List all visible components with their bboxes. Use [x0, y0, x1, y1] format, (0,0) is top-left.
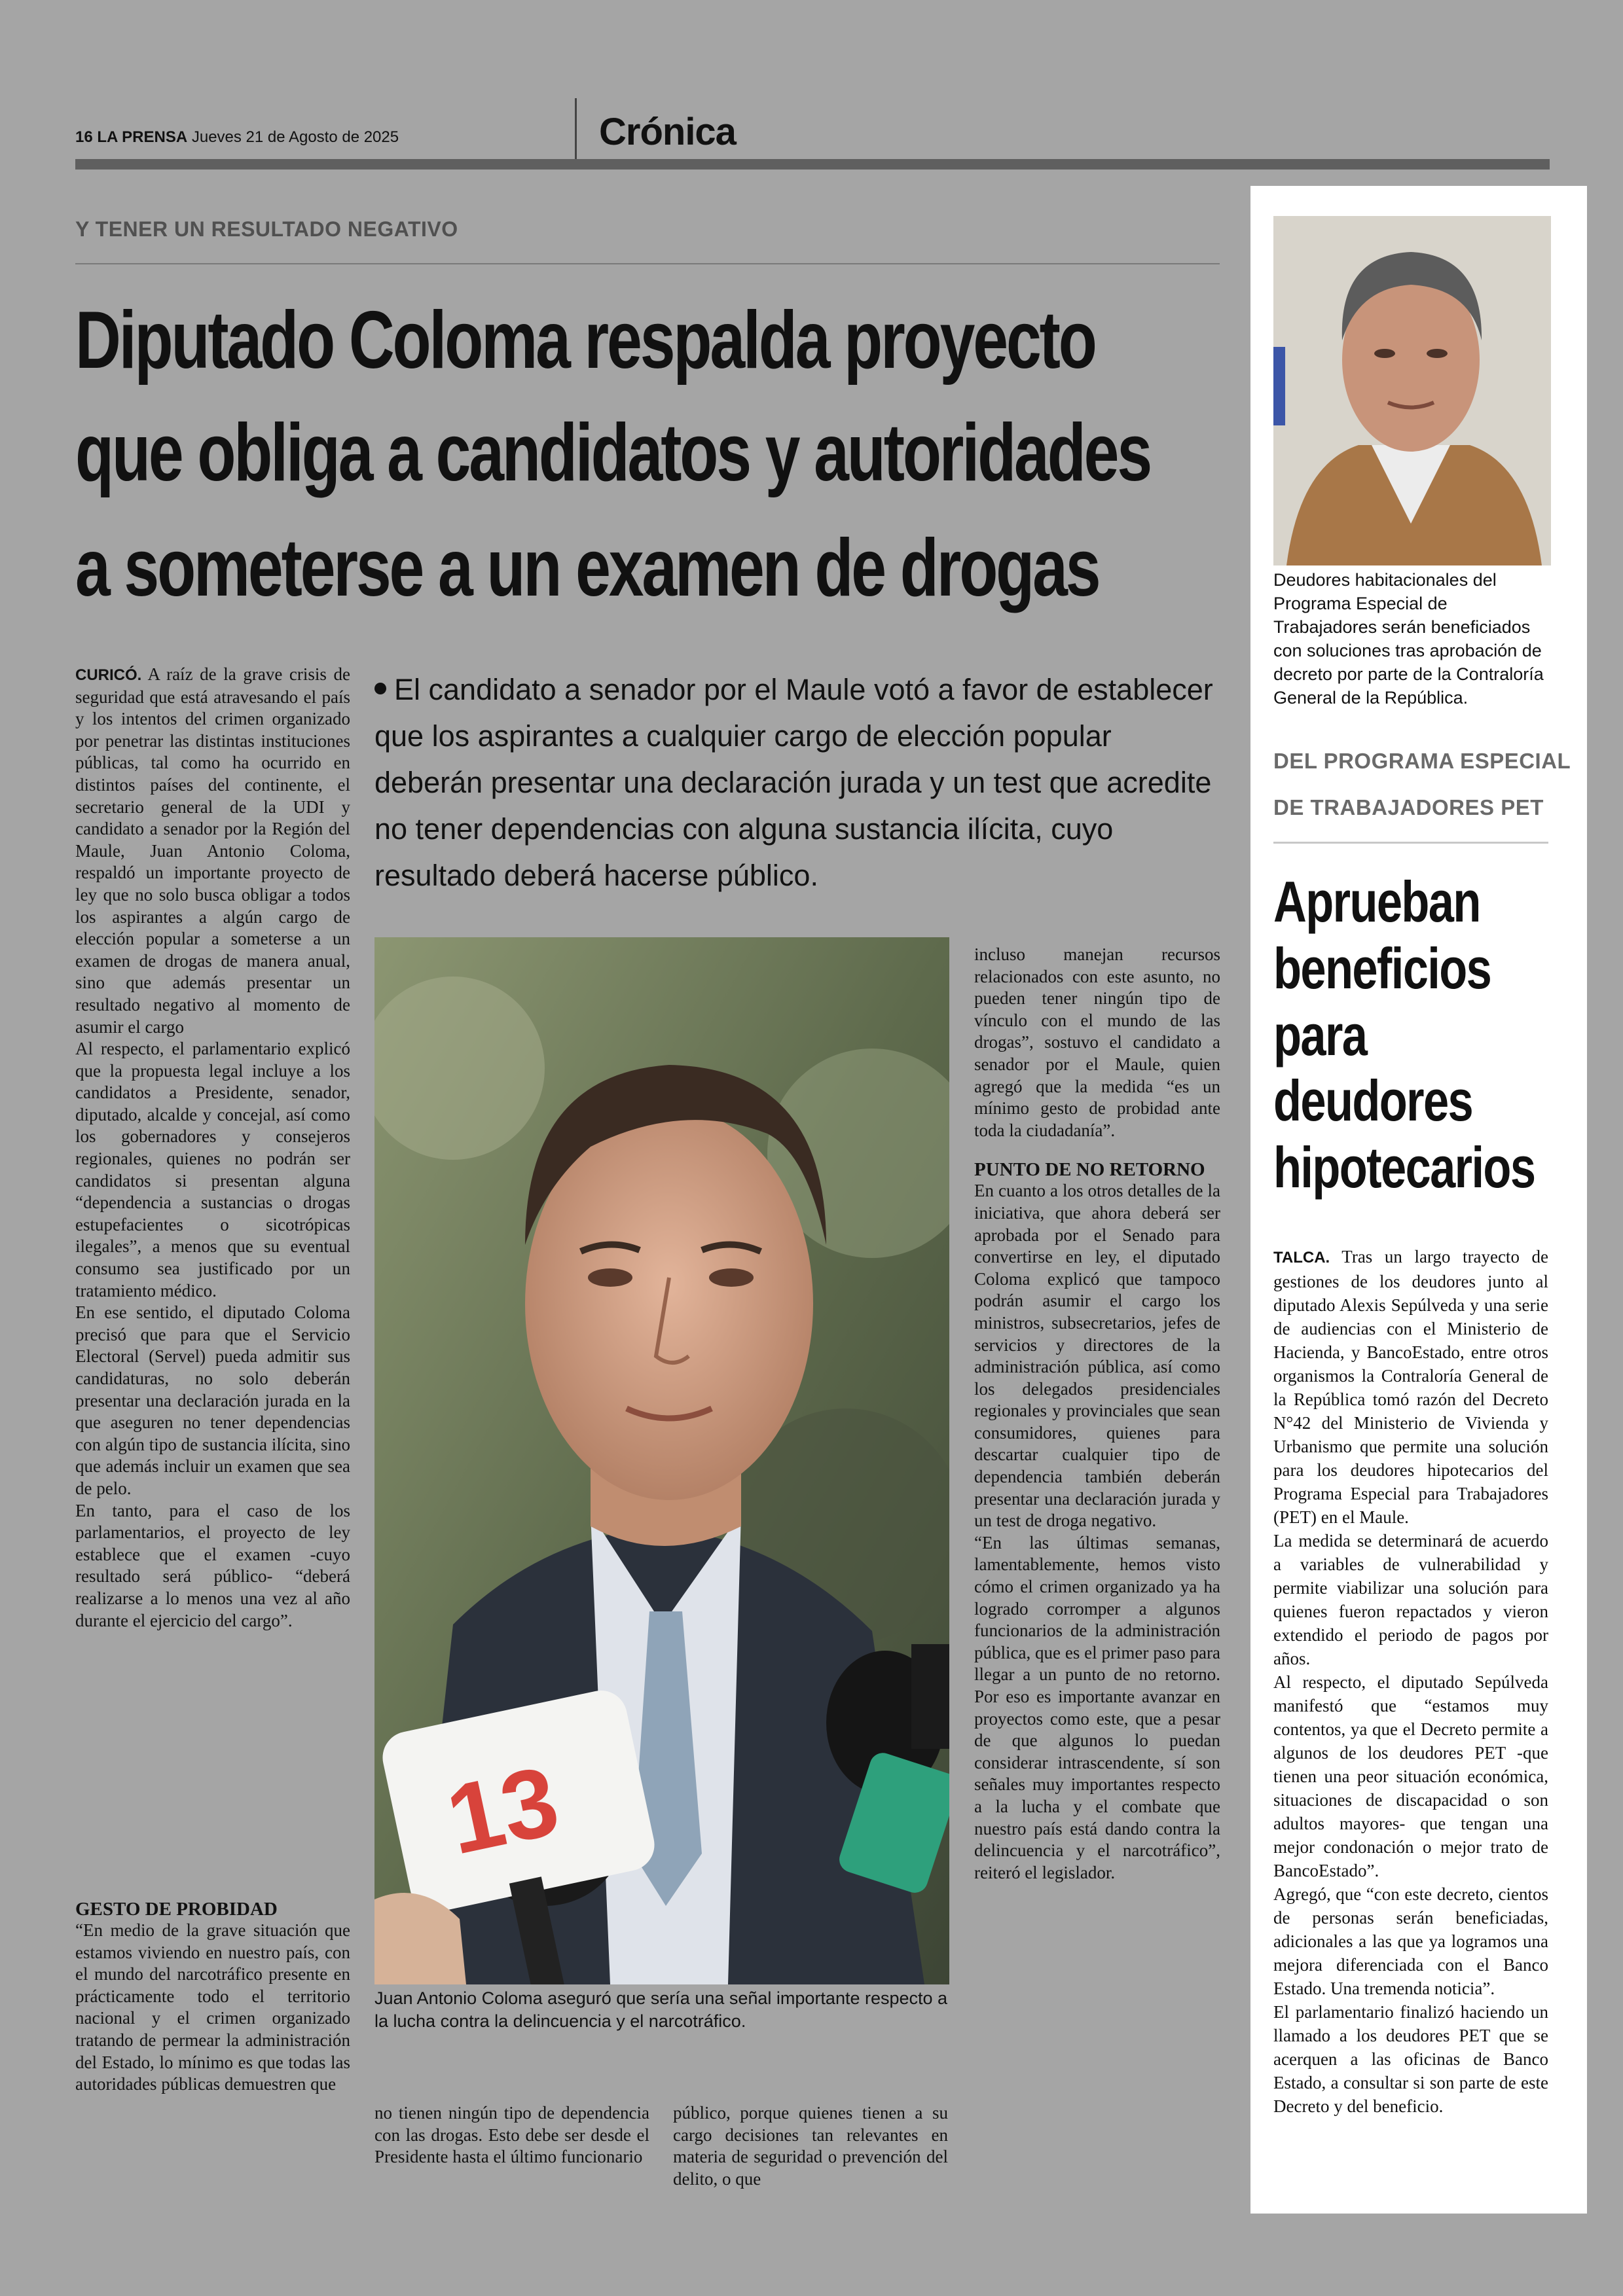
headline-line-1: Diputado Coloma respalda proyecto: [75, 295, 1095, 386]
paragraph: A raíz de la grave crisis de seguridad que está atravesando el país y los intentos del crimen organizado por penetrar las distintas instituciones públicas, tal como ha ocurrido en distintos países del continente, el secretario general de la UDI y candidato a senador por la Región del Maule, Juan Antonio Coloma, respaldó un importante proyecto de ley que no solo busca obligar a todos los aspirantes a algún cargo de elección popular a someterse a un examen de drogas de manera anual, sino que además presentar un resultado negativo al momento de asumir el cargo: [75, 664, 350, 1037]
issue-date: Jueves 21 de Agosto de 2025: [191, 128, 399, 146]
sidebar-headline-line: beneficios: [1273, 936, 1491, 1001]
header-divider: [575, 98, 577, 160]
paragraph: público, porque quienes tienen a su cargo decisiones tan relevantes en materia de seguridad o prevención del delito, o que: [673, 2103, 948, 2189]
sidebar-headline-line: hipotecarios: [1273, 1135, 1535, 1200]
bullet-icon: [374, 683, 386, 694]
mic-logo-13: 13: [437, 1744, 568, 1875]
sidebar-photo-caption: Deudores habitacionales del Programa Especial de Trabajadores serán beneficiados con soluciones tras aprobación de decreto por parte de la Contraloría General de la República.: [1273, 570, 1544, 708]
lead-text: El candidato a senador por el Maule votó a favor de establecer que los aspirantes a cualquier cargo de elección popular deberán presentar una declaración jurada y un test que acredite no tener dependencias con alguna sustancia ilícita, cuyo resultado deberá hacerse público.: [374, 673, 1213, 892]
sidebar-headline-line: para: [1273, 1003, 1367, 1067]
dateline: CURICÓ.: [75, 666, 142, 684]
section-title: Crónica: [599, 111, 736, 153]
article-column-1-bottom: [75, 1899, 350, 2096]
sidebar-kicker-line-2: DE TRABAJADORES PET: [1273, 795, 1544, 819]
paragraph: En tanto, para el caso de los parlamentarios, el proyecto de ley establece que el examen -cuyo resultado será público- “deberá realizarse a lo menos una vez al año durante el ejercicio del cargo”.: [75, 1500, 350, 1630]
paragraph: Al respecto, el parlamentario explicó que la propuesta legal incluye a los candidatos a Presidente, senador, diputado, alcalde y concejal, así como los gobernadores y consejeros regionales, quienes no podrán ser candidatos si presentan alguna “dependencia a sustancias o drogas estupefacientes o sicotrópicas ilegales”, a menos que su eventual consumo sea justificado por un tratamiento médico.: [75, 1039, 350, 1300]
sidebar-headline-line: Aprueban: [1273, 869, 1480, 934]
headline-line-2: que obliga a candidatos y autoridades: [75, 408, 1151, 498]
main-photo: [374, 937, 949, 1984]
paragraph: En ese sentido, el diputado Coloma precisó que para que el Servicio Electoral (Servel) pueda admitir sus candidaturas, no solo deberán presentar una declaración jurada en la que aseguren no tener dependencias con algún tipo de sustancia ilícita, sino que además incluir un examen que sea de pelo.: [75, 1302, 350, 1498]
page-number: 16: [75, 128, 93, 146]
subheading: PUNTO DE NO RETORNO: [974, 1159, 1205, 1181]
sidebar-headline-line: deudores: [1273, 1068, 1473, 1133]
dateline: TALCA.: [1273, 1249, 1330, 1266]
paragraph: Al respecto, el diputado Sepúlveda manifestó que “estamos muy contentos, ya que el Decreto permite a algunos de los deudores PET -que tienen una peor situación económica, situaciones de discapacidad o son adultos mayores- que tengan una mejor condonación o mejor trato de BancoEstado”.: [1273, 1672, 1548, 1880]
article-lead: [374, 666, 1226, 899]
paragraph: En cuanto a los otros detalles de la iniciativa, que ahora deberá ser aprobada por el Senado para convertirse en ley, el diputado Coloma explicó que tampoco podrán asumir el cargo los ministros, subsecretarios, jefes de servicios y directores de la administración pública, así como los delegados presidenciales regionales y provinciales que sean consumidores, quienes para descartar cualquier tipo de dependencia también deberán presentar una declaración jurada y un test de droga negativo.: [974, 1181, 1220, 1531]
paragraph: Agregó, que “con este decreto, cientos de personas serán beneficiadas, adicionales a las que ya logramos una mejora diferenciada con el Banco Estado. Una tremenda noticia”.: [1273, 1884, 1548, 1998]
sidebar-body: [1273, 1245, 1548, 2118]
main-photo-caption: Juan Antonio Coloma aseguró que sería una señal importante respecto a la lucha contra la delincuencia y el narcotráfico.: [374, 1988, 948, 2031]
paragraph: La medida se determinará de acuerdo a variables de vulnerabilidad y permite viabilizar una solución para quienes fueron repactados y vieron extendido el periodo de pagos por años.: [1273, 1531, 1548, 1668]
kicker-rule: [75, 263, 1220, 264]
sidebar-rule: [1273, 842, 1548, 844]
paragraph: no tienen ningún tipo de dependencia con las drogas. Esto debe ser desde el Presidente hasta el último funcionario: [374, 2103, 649, 2167]
paragraph: Tras un largo trayecto de gestiones de los deudores junto al diputado Alexis Sepúlveda y una serie de audiencias con el Ministerio de Hacienda, y BancoEstado, entre otros organismos la Contraloría General de la República tomó razón del Decreto N°42 del Ministerio de Vivienda y Urbanismo que permite una solución para los deudores hipotecarios del Programa Especial para Trabajadores (PET) en el Maule.: [1273, 1247, 1548, 1527]
sidebar-kicker-line-1: DEL PROGRAMA ESPECIAL: [1273, 749, 1571, 773]
sidebar-photo: [1273, 216, 1551, 565]
portrait-photo-illustration: [1273, 216, 1551, 565]
article-column-4: [974, 944, 1220, 1884]
article-column-2: [374, 2102, 649, 2168]
article-column-1: [75, 664, 350, 1632]
paragraph: “En medio de la grave situación que estamos viviendo en nuestro país, con el mundo del narcotráfico presente en prácticamente todo el territorio nacional y el crimen organizado tratando de permear la administración del Estado, lo mínimo es que todas las autoridades públicas demuestren que: [75, 1920, 350, 2094]
subheading: GESTO DE PROBIDAD: [75, 1899, 278, 1920]
header-rule: [75, 159, 1550, 170]
headline-line-3: a someterse a un examen de drogas: [75, 523, 1099, 613]
article-column-3: [673, 2102, 948, 2190]
politician-photo-illustration: [374, 937, 949, 1984]
paragraph: incluso manejan recursos relacionados con este asunto, no pueden tener ningún tipo de vínculo con el mundo de las drogas”, sostuvo el candidato a senador por el Maule, quien agregó que la medida “es un mínimo gesto de probidad ante toda la ciudadanía”.: [974, 944, 1220, 1140]
article-kicker: Y TENER UN RESULTADO NEGATIVO: [75, 217, 458, 241]
paragraph: El parlamentario finalizó haciendo un llamado a los deudores PET que se acerquen a las oficinas de Banco Estado, a consultar si son parte de este Decreto y del beneficio.: [1273, 2002, 1548, 2116]
page-folio: [75, 128, 399, 147]
paper-name: LA PRENSA: [97, 128, 188, 146]
paragraph: “En las últimas semanas, lamentablemente, hemos visto cómo el crimen organizado ya ha logrado corromper a algunos funcionarios de la administración pública, que es el primer paso para llegar a un punto de no retorno. Por eso es importante avanzar en proyectos como este, que a pesar de que algunos lo puedan considerar intrascendente, sí son señales muy importantes respecto a la lucha y el combate que nuestro país está dando contra la delincuencia y el narcotráfico”, reiteró el legislador.: [974, 1532, 1220, 1882]
